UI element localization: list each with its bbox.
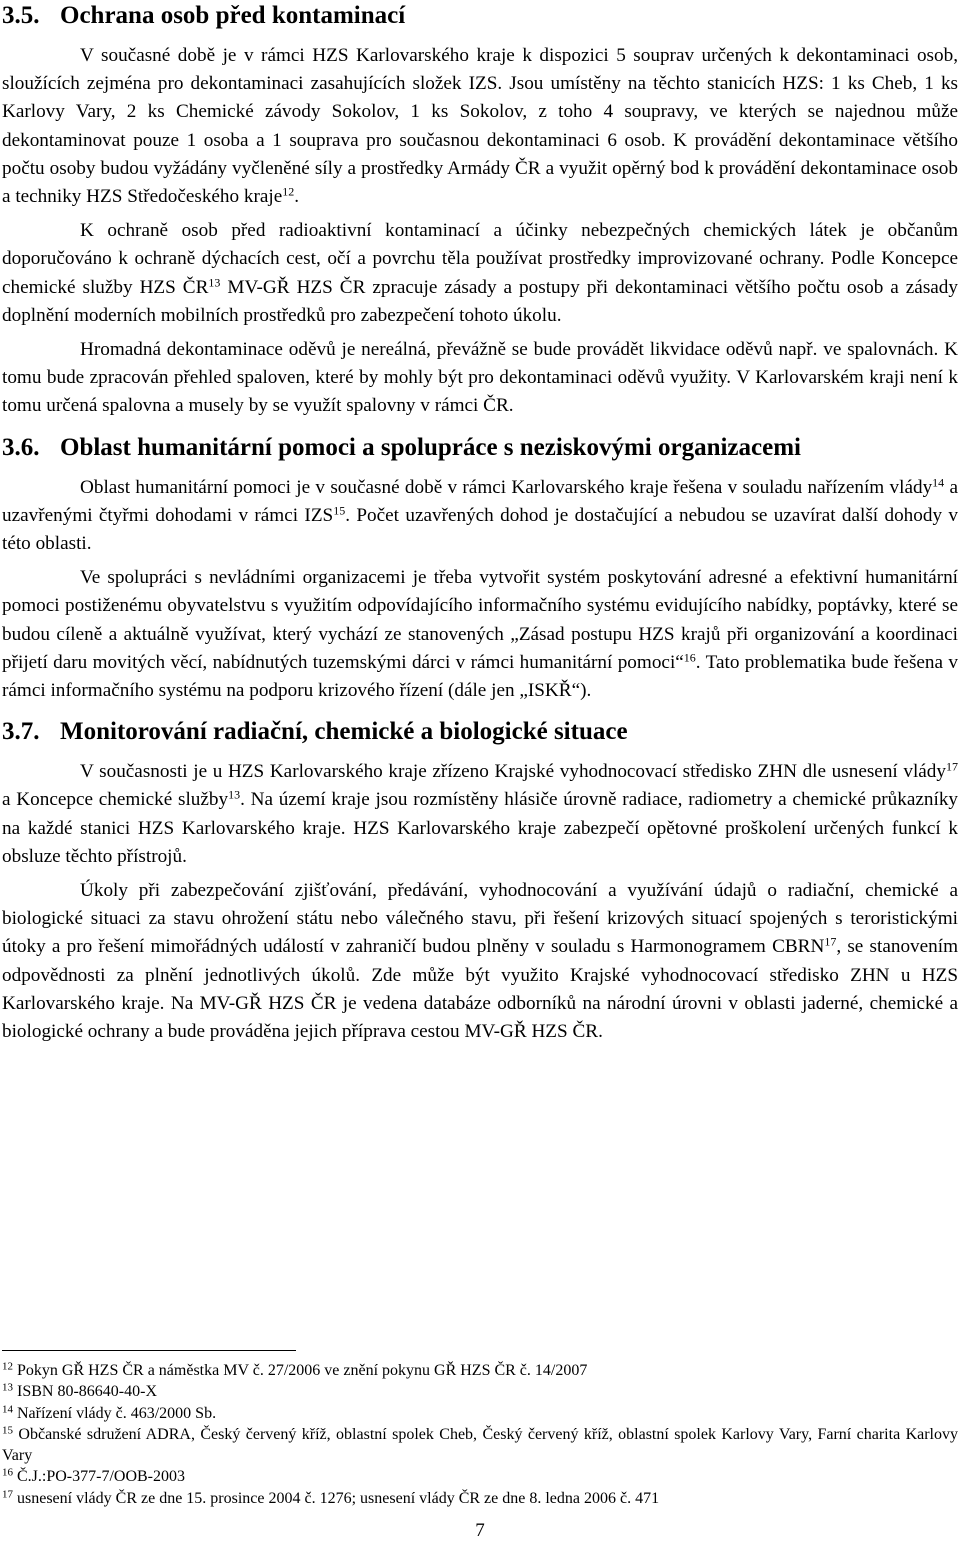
page-number: 7 [475, 1520, 485, 1541]
text-run: Úkoly při zabezpečování zjišťování, předávání, vyhodnocování a využívání údajů o radiační, chemické a biologické situaci za stavu ohrožení státu nebo válečného stavu, při řešení krizových situací spojených s teroristickými útoky a pro řešení mimořádných událostí v zahraničí budou plněny v souladu s Harmonogramem CBRN [2, 880, 958, 958]
paragraph [2, 217, 958, 330]
footnote-number: 12 [2, 1360, 13, 1373]
section-title: Monitorování radiační, chemické a biologické situace [60, 718, 628, 746]
section-heading [2, 0, 958, 32]
body-text [2, 0, 958, 1046]
footnote-text: Č.J.:PO-377-7/OOB-2003 [17, 1468, 186, 1486]
footnote-reference: 12 [282, 184, 295, 199]
footnote-number: 14 [2, 1403, 13, 1416]
footnote-text: ISBN 80-86640-40-X [17, 1383, 157, 1401]
footnote [2, 1466, 958, 1487]
footnote [2, 1360, 958, 1381]
paragraph [2, 336, 958, 421]
footnote-number: 17 [2, 1488, 13, 1501]
section-number: 3.6. [2, 433, 40, 461]
section-heading [2, 716, 958, 748]
section-number: 3.5. [2, 2, 40, 29]
text-run: K ochraně osob před radioaktivní kontaminací a účinky nebezpečných chemických látek je občanům doporučováno k ochraně dýchacích cest, očí a povrchu těla používat prostředky improvizované ochrany. Podle Koncepce chemické služby HZS ČR [2, 220, 958, 298]
footnote [2, 1424, 958, 1467]
footnote [2, 1488, 958, 1509]
text-run: V současné době je v rámci HZS Karlovarského kraje k dispozici 5 souprav určených k dekontaminaci osob, sloužících zejména pro dekontaminaci zasahujících složek IZS. Jsou umístěny na těchto stanicích HZS: 1 ks Cheb, 1 ks Karlovy Vary, 2 ks Chemické závody Sokolov, 1 ks Sokolov, z toho 4 soupravy, ve kterých se najednou může dekontaminovat pouze 1 osoba a 1 souprava pro současnou dekontaminaci 6 osob. K provádění dekontaminace většího počtu osoby budou vyžádány vyčleněné síly a prostředky Armády ČR a využit opěrný bod k provádění dekontaminace osob a techniky HZS Středočeského kraje [2, 45, 958, 208]
footnotes [2, 1360, 958, 1509]
footnote-text: Občanské sdružení ADRA, Český červený kříž, oblastní spolek Cheb, Český červený kříž, oblastní spolek Karlovy Vary, Farní charita Karlovy Vary [2, 1425, 959, 1465]
text-run: Hromadná dekontaminace oděvů je nereálná, převážně se bude provádět likvidace oděvů např. ve spalovnách. K tomu bude zpracován přehled spaloven, které by mohly být pro dekontaminaci oděvů využity. V Karlovarském kraji není k tomu určená spalovna a musely by se využít spalovny v rámci ČR. [2, 339, 958, 417]
footnote-text: Pokyn GŘ HZS ČR a náměstka MV č. 27/2006 ve znění pokynu GŘ HZS ČR č. 14/2007 [17, 1362, 588, 1379]
section-heading [2, 432, 958, 464]
text-run: . Na území kraje jsou rozmístěny hlásiče úrovně radiace, radiometry a chemické průkazníky na každé stanici HZS Karlovarského kraje. HZS Karlovarského kraje zabezpečí opětovné proškolení určených funkcí k obsluze těchto přístrojů. [2, 789, 959, 867]
footnote-text: Nařízení vlády č. 463/2000 Sb. [17, 1404, 217, 1422]
footnote [2, 1381, 958, 1402]
section-number: 3.7. [2, 718, 40, 746]
section-title: Oblast humanitární pomoci a spolupráce s neziskovými organizacemi [60, 433, 801, 461]
footnote-reference: 17 [946, 759, 958, 774]
text-run: V současnosti je u HZS Karlovarského kraje zřízeno Krajské vyhodnocovací středisko ZHN dle usnesení vlády [80, 761, 946, 783]
footnote-reference: 17 [824, 934, 837, 949]
footnote-reference: 15 [333, 503, 346, 518]
text-run: a uzavřenými čtyřmi dohodami v rámci IZS [2, 476, 958, 526]
text-run: Oblast humanitární pomoci je v současné době v rámci Karlovarského kraje řešena v souladu nařízením vlády [80, 476, 933, 498]
footnote-separator [2, 1350, 296, 1351]
text-run: a Koncepce chemické služby [2, 789, 229, 811]
paragraph [2, 474, 958, 559]
footnote-text: usnesení vlády ČR ze dne 15. prosince 2004 č. 1276; usnesení vlády ČR ze dne 8. ledna 2006 č. 471 [17, 1489, 660, 1507]
footnote-reference: 13 [208, 275, 221, 290]
footnote-number: 16 [2, 1466, 13, 1479]
footnote-reference: 16 [683, 650, 696, 665]
text-run: . Počet uzavřených dohod je dostačující a nebudou se uzavírat další dohody v této oblasti. [2, 504, 958, 555]
footnote-number: 13 [2, 1381, 13, 1394]
paragraph [2, 758, 958, 871]
text-run: Ve spolupráci s nevládními organizacemi je třeba vytvořit systém poskytování adresné a efektivní humanitární pomoci postiženému obyvatelstvu s využitím odpovídajícího informačního systému evidujícího nabídky, poptávky, které se budou cíleně a aktuálně využívat, který vychází ze stanovených „Zásad postupu HZS krajů při organizování a koordinaci přijetí daru movitých věcí, nabídnutých tuzemskými dárci v rámci humanitární pomoci“ [2, 567, 958, 673]
text-run: . Tato problematika bude řešena v rámci informačního systému na podporu krizového řízení (dále jen „ISKŘ“). [2, 651, 958, 702]
paragraph [2, 42, 958, 211]
section-title: Ochrana osob před kontaminací [60, 2, 406, 29]
footnote-reference: 14 [932, 475, 945, 490]
footnote-number: 15 [2, 1424, 13, 1437]
text-run: , se stanovením odpovědnosti za plnění jednotlivých úkolů. Zde může být využito Krajské vyhodnocovací středisko ZHN u HZS Karlovarského kraje. Na MV-GŘ HZS ČR je vedena databáze odborníků na národní úrovni v oblasti jaderné, chemické a biologické ochrany a bude prováděna jejich příprava cestou MV-GŘ HZS ČR. [2, 936, 958, 1043]
document-page [2, 0, 958, 1046]
paragraph [2, 564, 958, 705]
text-run: MV-GŘ HZS ČR zpracuje zásady a postupy při dekontaminaci většího počtu osob a zásady doplnění moderních mobilních prostředků pro zabezpečení tohoto úkolu. [2, 276, 958, 326]
paragraph [2, 877, 958, 1046]
text-run: . [294, 186, 300, 208]
footnote [2, 1403, 958, 1424]
footnote-reference: 13 [228, 787, 241, 802]
